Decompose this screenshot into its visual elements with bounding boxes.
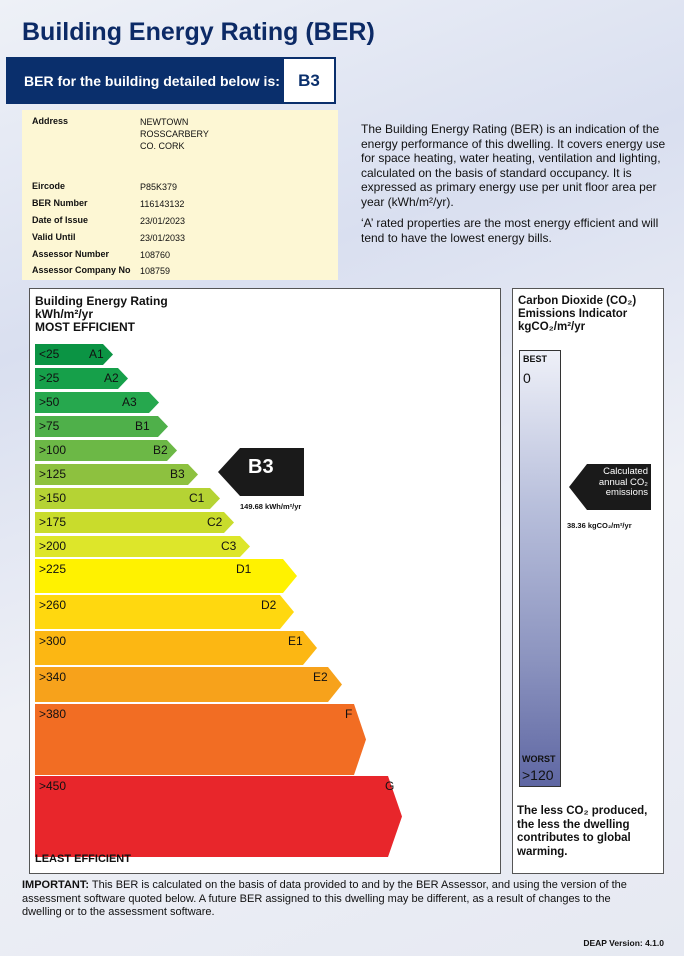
important-label: IMPORTANT:	[22, 879, 90, 891]
scale-heading-most-efficient: MOST EFFICIENT	[35, 320, 135, 334]
rating-band-range: <25	[39, 347, 60, 361]
rating-band-shape	[35, 631, 317, 665]
valid-until-row	[32, 232, 185, 244]
rating-band-fill	[35, 631, 317, 665]
scale-heading	[35, 295, 168, 334]
rating-band-grade: A1	[89, 347, 104, 361]
co2-pointer-line-1: Calculated	[603, 466, 648, 477]
rating-band-grade: E1	[288, 634, 303, 648]
issue-date-row	[32, 215, 185, 227]
rating-band-range: >50	[39, 395, 60, 409]
rating-band-range: >75	[39, 419, 60, 433]
co2-note: The less CO₂ produced, the less the dwelling contributes to global warming.	[517, 805, 648, 858]
co2-heading-unit: kgCO₂/m²/yr	[518, 321, 586, 333]
rating-band-b3	[35, 464, 198, 485]
rating-band-d1	[35, 559, 297, 593]
rating-band-grade: C1	[189, 491, 205, 505]
rating-band-range: >100	[39, 443, 67, 457]
rating-band-shape	[35, 776, 402, 857]
co2-pointer-line-2: annual CO₂	[598, 476, 648, 488]
rating-band-grade: D1	[236, 562, 252, 576]
description-paragraph-2: ‘A’ rated properties are the most energy efficient and will tend to have the lowest energy bills.	[361, 216, 659, 245]
address-row	[32, 116, 209, 152]
rating-band-range: >450	[39, 779, 67, 793]
ber-banner	[6, 57, 336, 104]
co2-gradient-bar	[519, 350, 561, 787]
rating-band-range: >175	[39, 515, 67, 529]
description-paragraph-1: The Building Energy Rating (BER) is an indication of the energy performance of this dwelling. It covers energy use for space heating, water heating, ventilation and lighting, calculated on the basis of standard occupancy. It is expressed as primary energy use per unit floor area per year (kWh/m²/yr).	[361, 122, 666, 209]
ber-description	[361, 122, 673, 245]
rating-band-range: >380	[39, 707, 67, 721]
rating-band-c3	[35, 536, 250, 557]
co2-pointer-label	[588, 467, 648, 499]
rating-band-fill	[35, 559, 297, 593]
company-label: Assessor Company No	[32, 265, 131, 275]
rating-band-range: >225	[39, 562, 67, 576]
valid-until-value: 23/01/2033	[140, 233, 186, 243]
rating-band-range: >200	[39, 539, 67, 553]
eircode-label: Eircode	[32, 181, 66, 191]
rating-band-fill	[35, 536, 250, 557]
rating-band-a3	[35, 392, 159, 413]
assessor-value: 108760	[140, 250, 171, 260]
rating-band-a1	[35, 344, 113, 365]
ber-rating-pointer	[218, 448, 304, 501]
rating-band-fill	[35, 704, 366, 775]
rating-band-grade: B3	[170, 467, 185, 481]
rating-band-range: >340	[39, 670, 67, 684]
co2-heading-subtitle: Emissions Indicator	[518, 308, 628, 320]
valid-until-label: Valid Until	[32, 232, 76, 242]
co2-pointer-line-3: emissions	[605, 487, 648, 498]
rating-band-grade: C3	[221, 539, 237, 553]
address-value: NEWTOWN ROSSCARBERY CO. CORK	[140, 117, 209, 151]
rating-band-shape	[35, 595, 294, 629]
least-efficient-label: LEAST EFFICIENT	[35, 853, 131, 865]
eircode-value: P85K379	[140, 182, 178, 192]
co2-heading-title: Carbon Dioxide (CO₂)	[518, 295, 637, 307]
rating-band-shape	[35, 536, 250, 557]
rating-band-grade: B2	[153, 443, 168, 457]
rating-band-range: >260	[39, 598, 67, 612]
rating-band-grade: D2	[261, 598, 277, 612]
rating-band-e1	[35, 631, 317, 665]
assessor-label: Assessor Number	[32, 249, 110, 259]
co2-pointer	[569, 464, 651, 515]
eircode-row	[32, 181, 177, 193]
rating-band-fill	[35, 776, 402, 857]
ber-number-row	[32, 198, 184, 210]
rating-band-g	[35, 776, 402, 857]
ber-number-label: BER Number	[32, 198, 88, 208]
ber-banner-value: B3	[284, 59, 334, 102]
co2-worst-label: WORST	[522, 754, 556, 764]
co2-best-value: 0	[523, 370, 531, 386]
rating-band-shape	[35, 667, 342, 702]
rating-band-d2	[35, 595, 294, 629]
company-value: 108759	[140, 266, 171, 276]
building-details	[22, 110, 338, 280]
energy-rating-scale	[29, 288, 501, 874]
rating-band-range: >300	[39, 634, 67, 648]
important-notice	[22, 879, 652, 920]
ber-number-value: 116143132	[140, 199, 185, 209]
rating-band-c1	[35, 488, 220, 509]
co2-heading	[518, 295, 636, 334]
co2-best-label: BEST	[523, 354, 548, 364]
ber-rating-value: 149.68 kWh/m²/yr	[240, 502, 302, 511]
rating-band-grade: C2	[207, 515, 223, 529]
company-row	[32, 265, 170, 277]
rating-band-a2	[35, 368, 128, 389]
rating-band-b1	[35, 416, 168, 437]
co2-emissions-indicator	[512, 288, 664, 874]
rating-band-grade: F	[345, 707, 353, 721]
rating-band-b2	[35, 440, 177, 461]
ber-pointer-label: B3	[248, 456, 274, 478]
page-title: Building Energy Rating (BER)	[22, 18, 375, 46]
rating-band-grade: E2	[313, 670, 328, 684]
issue-date-label: Date of Issue	[32, 215, 89, 225]
rating-band-shape	[35, 704, 366, 775]
scale-heading-title: Building Energy Rating	[35, 294, 168, 308]
rating-band-fill	[35, 595, 294, 629]
ber-banner-label: BER for the building detailed below is:	[24, 72, 280, 89]
rating-band-grade: B1	[135, 419, 150, 433]
scale-heading-unit: kWh/m²/yr	[35, 307, 94, 321]
rating-band-shape	[35, 559, 297, 593]
rating-band-fill	[35, 667, 342, 702]
rating-band-e2	[35, 667, 342, 702]
deap-version: DEAP Version: 4.1.0	[583, 938, 664, 948]
co2-worst-value: >120	[522, 767, 554, 783]
rating-band-c2	[35, 512, 234, 533]
rating-band-f	[35, 704, 366, 775]
issue-date-value: 23/01/2023	[140, 216, 186, 226]
co2-value: 38.36 kgCO₂/m²/yr	[567, 521, 632, 530]
rating-band-grade: A3	[122, 395, 137, 409]
rating-band-range: >150	[39, 491, 67, 505]
assessor-row	[32, 249, 170, 261]
important-text: This BER is calculated on the basis of data provided to and by the BER Assessor, and using the version of the assessment software quoted below. A future BER assigned to this dwelling may be different, as a result of changes to the dwelling or to the assessment software.	[22, 879, 627, 918]
rating-band-grade: G	[385, 779, 395, 793]
rating-band-range: >25	[39, 371, 60, 385]
rating-band-grade: A2	[104, 371, 119, 385]
address-label: Address	[32, 116, 69, 126]
rating-band-range: >125	[39, 467, 67, 481]
